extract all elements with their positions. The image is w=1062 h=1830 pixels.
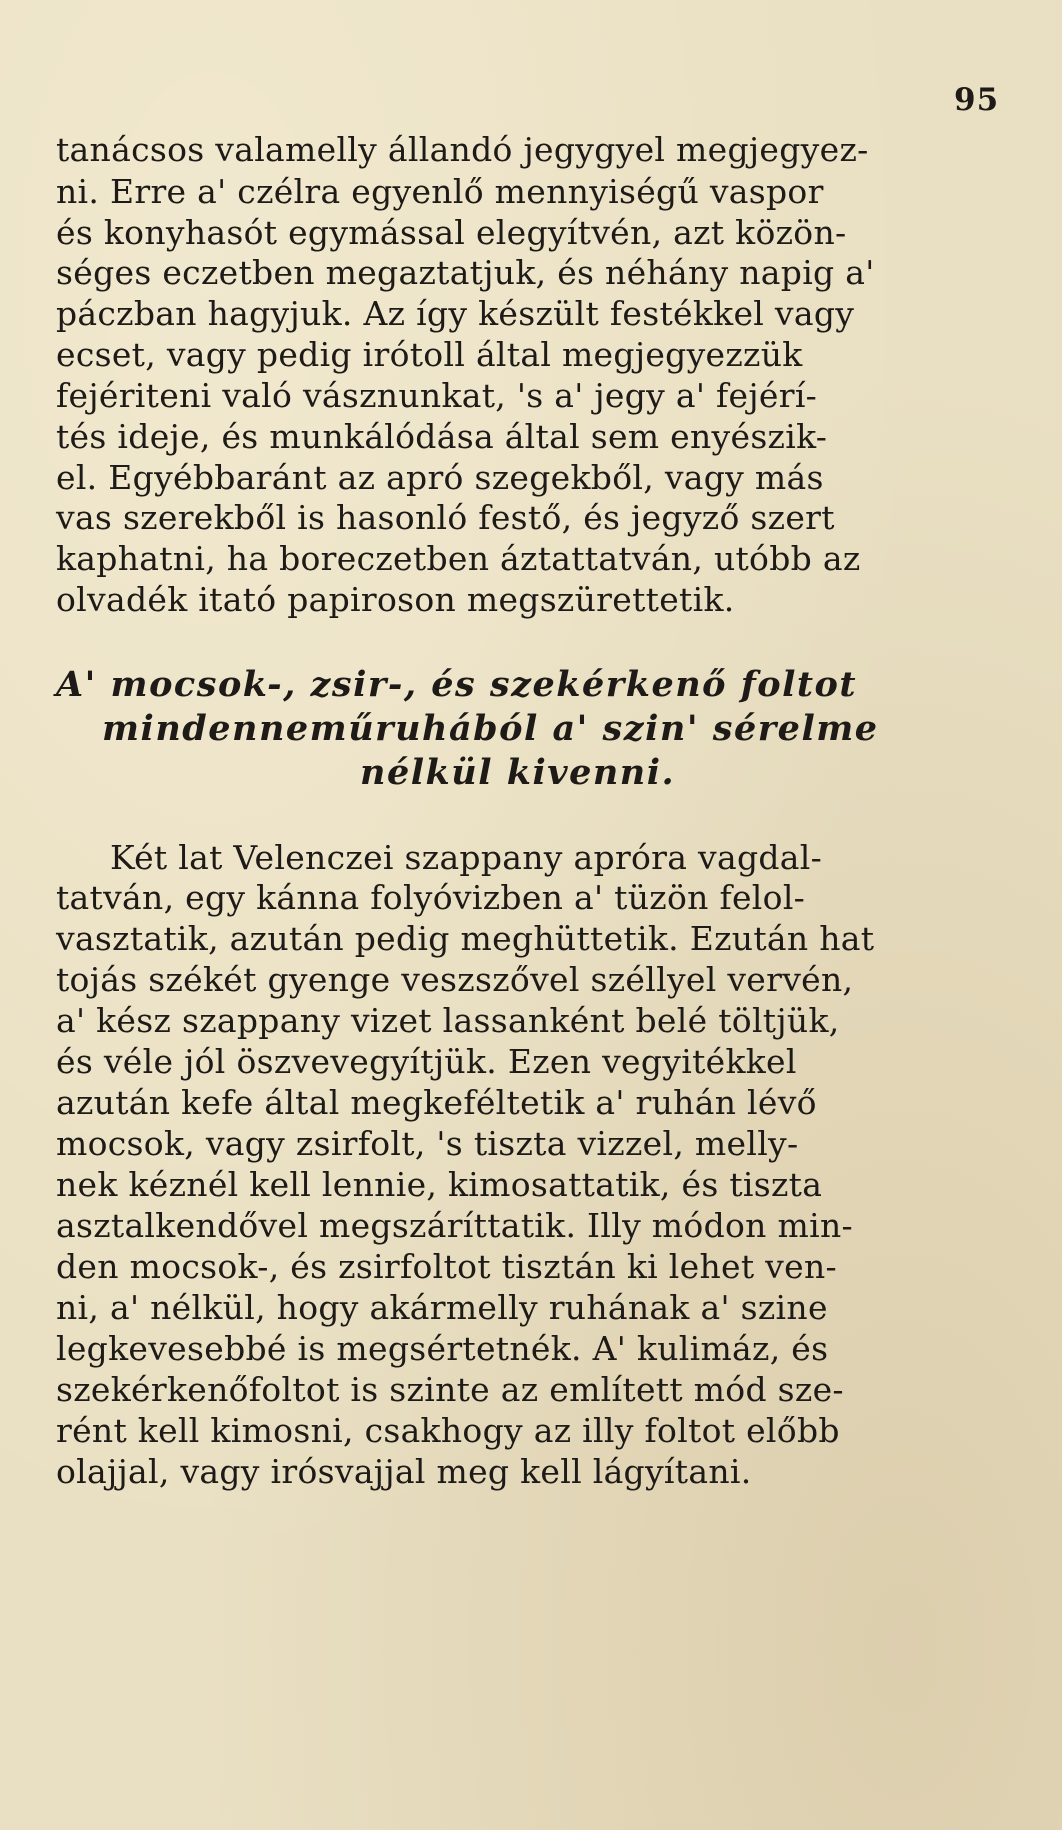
heading-line: A' mocsok-, zsir-, és szekérkenő foltot [56, 664, 858, 705]
text-line: páczban hagyjuk. Az így készült festékkel vagy [56, 294, 855, 333]
text-line: ni, a' nélkül, hogy akármelly ruhának a' szine [56, 1288, 828, 1327]
heading-line: mindenneműruhából a' szin' sérelme [102, 708, 879, 749]
text-line: mocsok, vagy zsirfolt, 's tiszta vizzel, melly- [56, 1124, 799, 1163]
text-line: vas szerekből is hasonló festő, és jegyző szert [56, 498, 835, 537]
text-line: olvadék itató papiroson megszürettetik. [56, 580, 735, 619]
text-line: vasztatik, azután pedig meghüttetik. Ezután hat [56, 919, 875, 958]
text-line: den mocsok-, és zsirfoltot tisztán ki lehet ven- [56, 1247, 837, 1286]
text-line: Két lat Velenczei szappany apróra vagdal- [110, 838, 823, 877]
text-line: ni. Erre a' czélra egyenlő mennyiségű vaspor [56, 172, 824, 211]
text-line: és véle jól öszvevegyítjük. Ezen vegyitékkel [56, 1042, 797, 1081]
text-line: legkevesebbé is megsértetnék. A' kulimáz, és [56, 1329, 829, 1368]
text-line: tés ideje, és munkálódása által sem enyészik- [56, 417, 828, 456]
text-line: kaphatni, ha boreczetben áztattatván, utóbb az [56, 539, 861, 578]
text-line: el. Egyébbaránt az apró szegekből, vagy más [56, 458, 824, 497]
text-line: szekérkenőfoltot is szinte az említett mód sze- [56, 1370, 844, 1409]
text-line: rént kell kimosni, csakhogy az illy foltot előbb [56, 1411, 840, 1450]
text-line: ecset, vagy pedig irótoll által megjegyezzük [56, 335, 803, 374]
text-line: tojás székét gyenge veszszővel széllyel vervén, [56, 960, 854, 999]
text-line: a' kész szappany vizet lassanként belé töltjük, [56, 1001, 840, 1040]
text-line: olajjal, vagy irósvajjal meg kell lágyítani. [56, 1452, 752, 1491]
text-line: tatván, egy kánna folyóvizben a' tüzön felol- [56, 878, 806, 917]
text-line: séges eczetben megaztatjuk, és néhány napig a' [56, 253, 875, 292]
heading-line: nélkül kivenni. [360, 752, 676, 793]
text-line: azután kefe által megkeféltetik a' ruhán lévő [56, 1083, 817, 1122]
text-line: nek kéznél kell lennie, kimosattatik, és tiszta [56, 1165, 823, 1204]
text-line: és konyhasót egymással elegyítvén, azt közön- [56, 213, 847, 252]
text-line: asztalkendővel megszáríttatik. Illy módon min- [56, 1206, 853, 1245]
text-line: tanácsos valamelly állandó jegygyel megjegyez- [56, 130, 869, 169]
page-number: 95 [954, 82, 1000, 118]
text-line: fejériteni való vásznunkat, 's a' jegy a' fejérí- [56, 376, 818, 415]
